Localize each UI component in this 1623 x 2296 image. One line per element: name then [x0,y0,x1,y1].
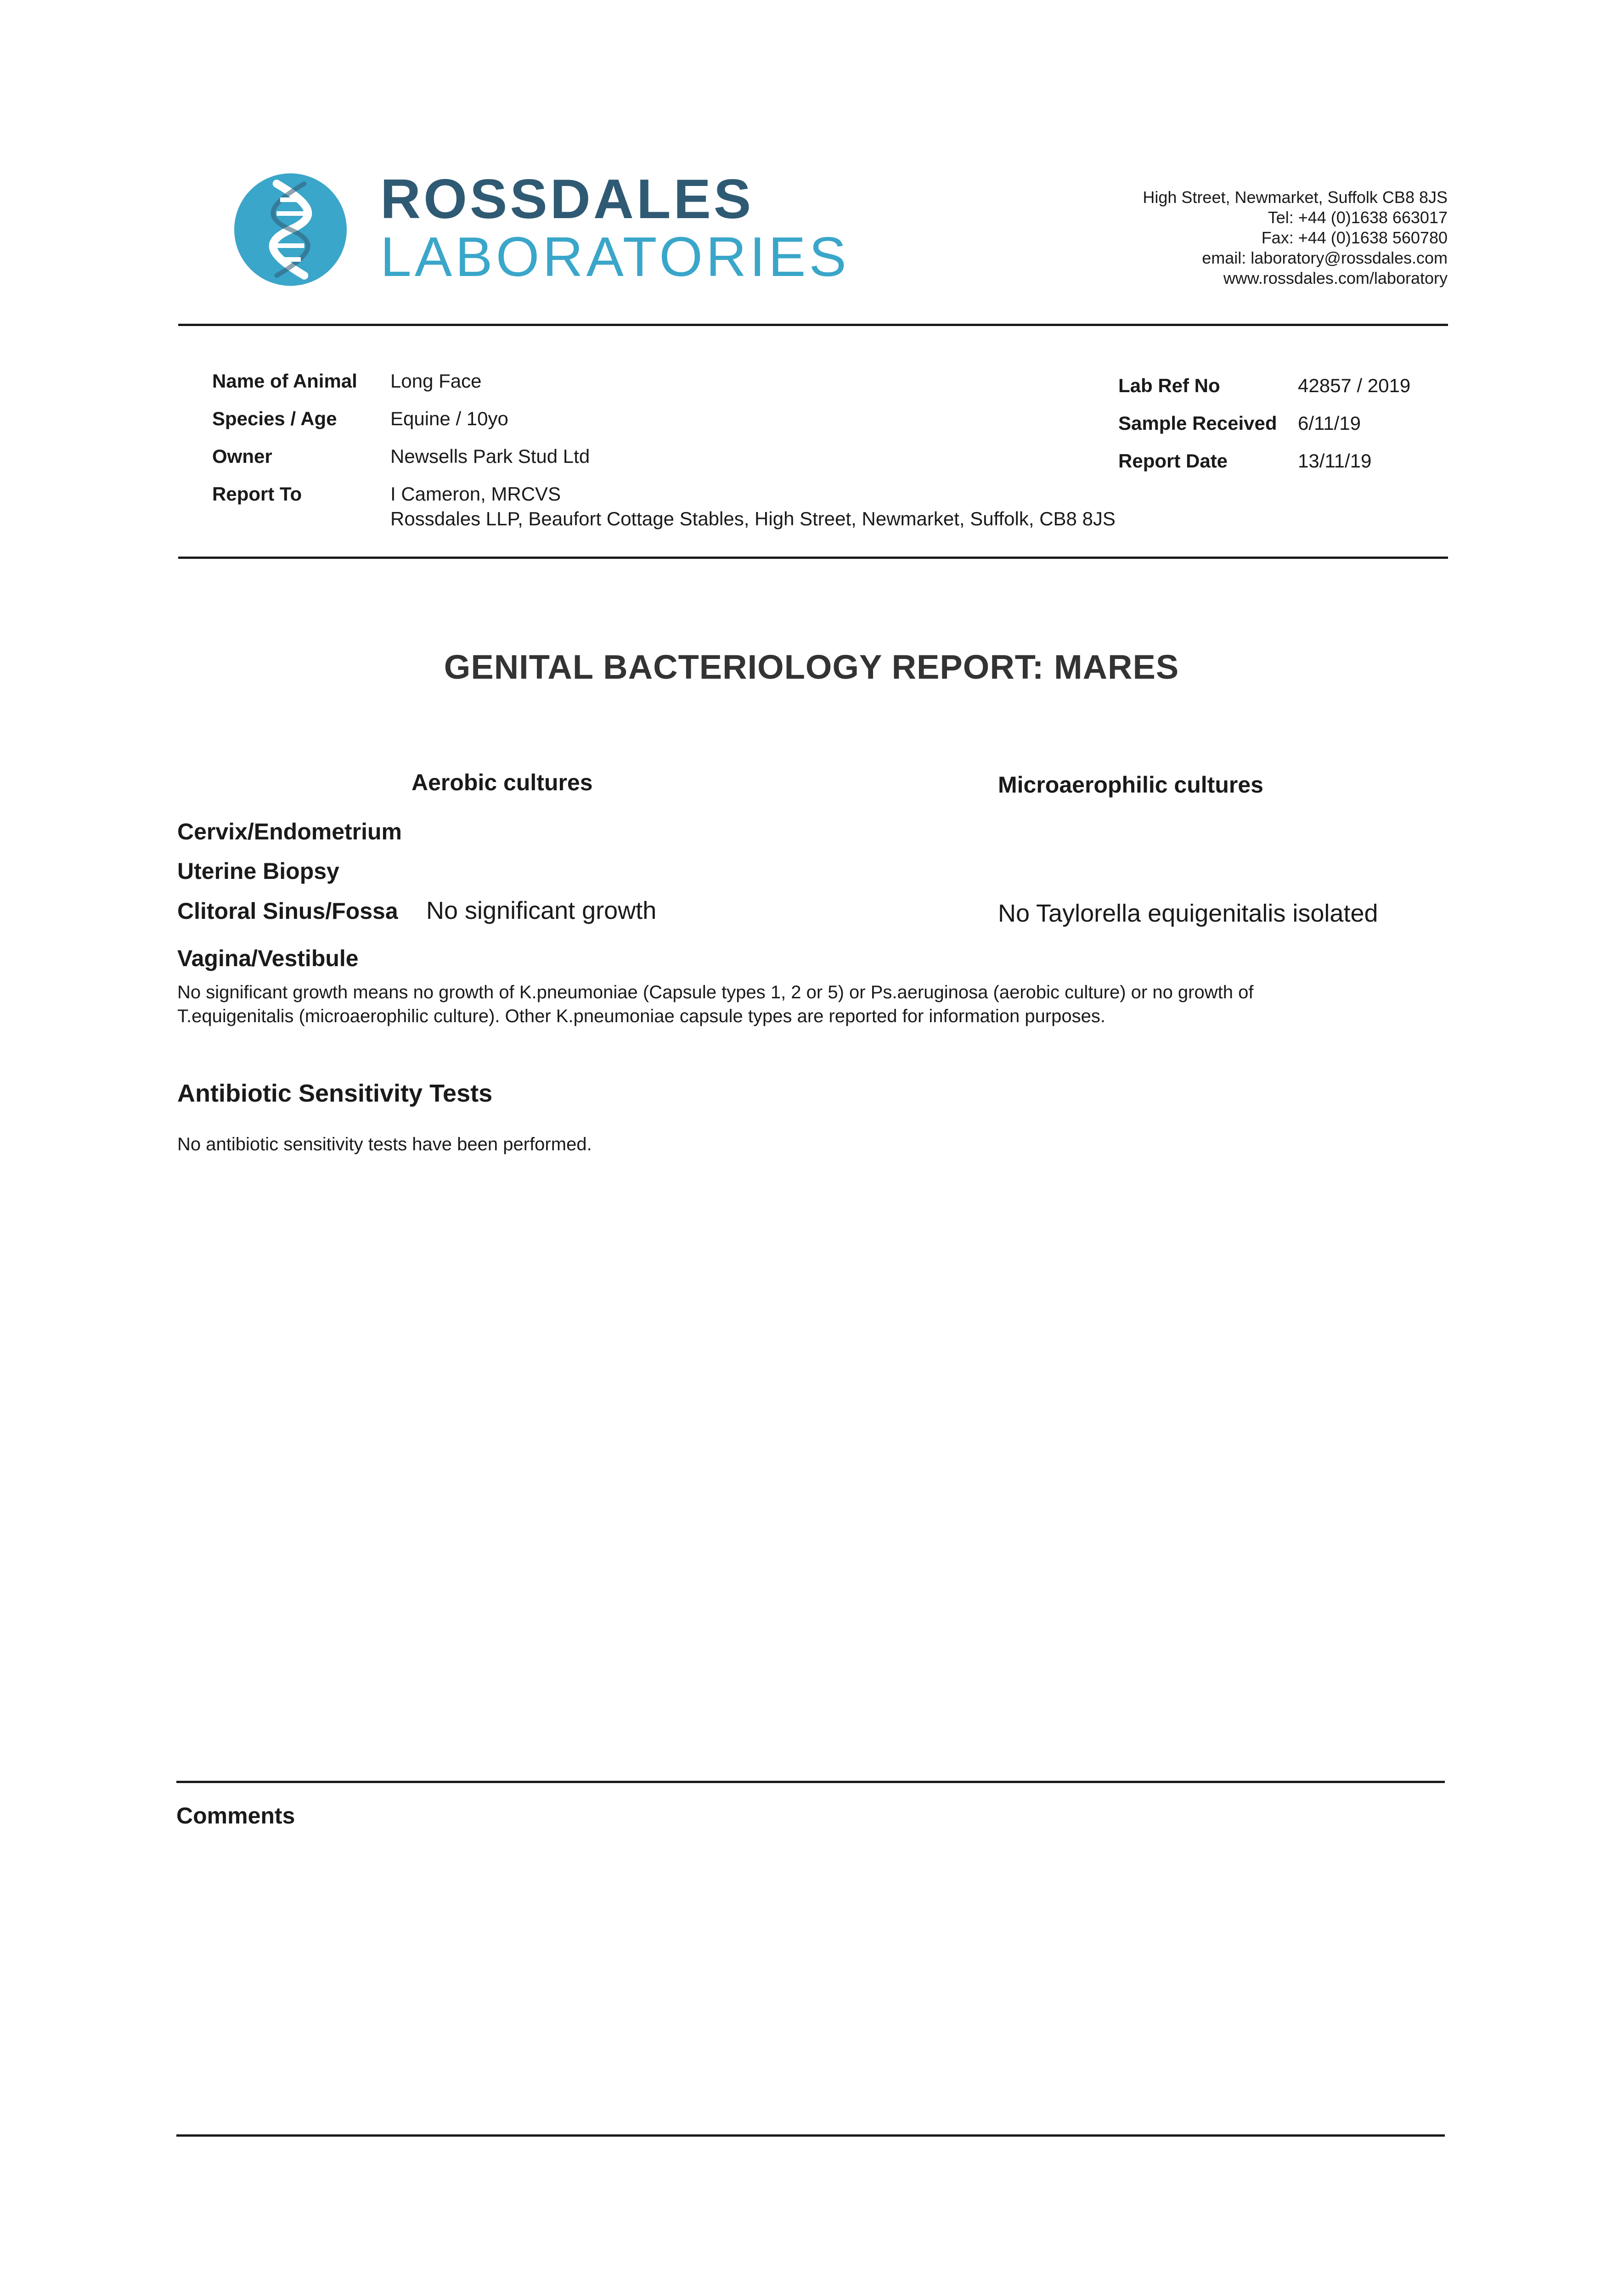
address-fax: Fax: +44 (0)1638 560780 [1261,228,1448,247]
aerobic-result: No significant growth [426,897,657,924]
info-divider [178,557,1448,559]
lab-ref-label: Lab Ref No [1118,375,1220,396]
antibiotic-sensitivity-text: No antibiotic sensitivity tests have been performed. [177,1134,592,1154]
brand-name-line1: ROSSDALES [380,168,754,230]
header-divider [178,324,1448,326]
name-of-animal-value: Long Face [390,370,482,392]
report-to-address: Rossdales LLP, Beaufort Cottage Stables, High Street, Newmarket, Suffolk, CB8 8JS [390,508,1116,529]
note-line-1: No significant growth means no growth of K.pneumoniae (Capsule types 1, 2 or 5) or Ps.aeruginosa (aerobic culture) or no growth of [177,982,1254,1002]
sample-received-value: 6/11/19 [1298,412,1361,434]
report-title: GENITAL BACTERIOLOGY REPORT: MARES [444,648,1179,686]
dna-helix-icon [232,172,349,287]
species-age-value: Equine / 10yo [390,408,508,429]
lab-address-block [1143,187,1448,288]
site-uterine-biopsy: Uterine Biopsy [177,858,339,884]
comments-bottom-divider [176,2134,1445,2137]
owner-label: Owner [212,445,272,467]
microaerophilic-cultures-heading: Microaerophilic cultures [998,772,1263,798]
site-clitoral-sinus-fossa: Clitoral Sinus/Fossa [177,898,398,924]
address-tel: Tel: +44 (0)1638 663017 [1268,208,1448,227]
address-street: High Street, Newmarket, Suffolk CB8 8JS [1143,188,1448,207]
report-date-label: Report Date [1118,450,1228,472]
antibiotic-sensitivity-heading: Antibiotic Sensitivity Tests [177,1080,493,1107]
report-to-label: Report To [212,483,302,505]
species-age-label: Species / Age [212,408,337,429]
owner-value: Newsells Park Stud Ltd [390,445,590,467]
comments-heading: Comments [176,1803,295,1829]
name-of-animal-label: Name of Animal [212,370,357,392]
sample-received-label: Sample Received [1118,412,1277,434]
microaerophilic-result: No Taylorella equigenitalis isolated [998,900,1378,927]
aerobic-cultures-heading: Aerobic cultures [411,770,593,795]
lab-ref-value: 42857 / 2019 [1298,375,1411,396]
site-vagina-vestibule: Vagina/Vestibule [177,945,359,971]
report-to-name: I Cameron, MRCVS [390,483,561,505]
address-email: email: laboratory@rossdales.com [1202,248,1448,267]
site-cervix-endometrium: Cervix/Endometrium [177,819,402,844]
address-website: www.rossdales.com/laboratory [1223,269,1448,287]
brand-name-line2: LABORATORIES [380,225,850,288]
comments-top-divider [176,1781,1445,1783]
interpretation-note [177,980,1408,1028]
report-date-value: 13/11/19 [1298,450,1372,472]
note-line-2: T.equigenitalis (microaerophilic culture). Other K.pneumoniae capsule types are reported for information purposes. [177,1006,1106,1026]
